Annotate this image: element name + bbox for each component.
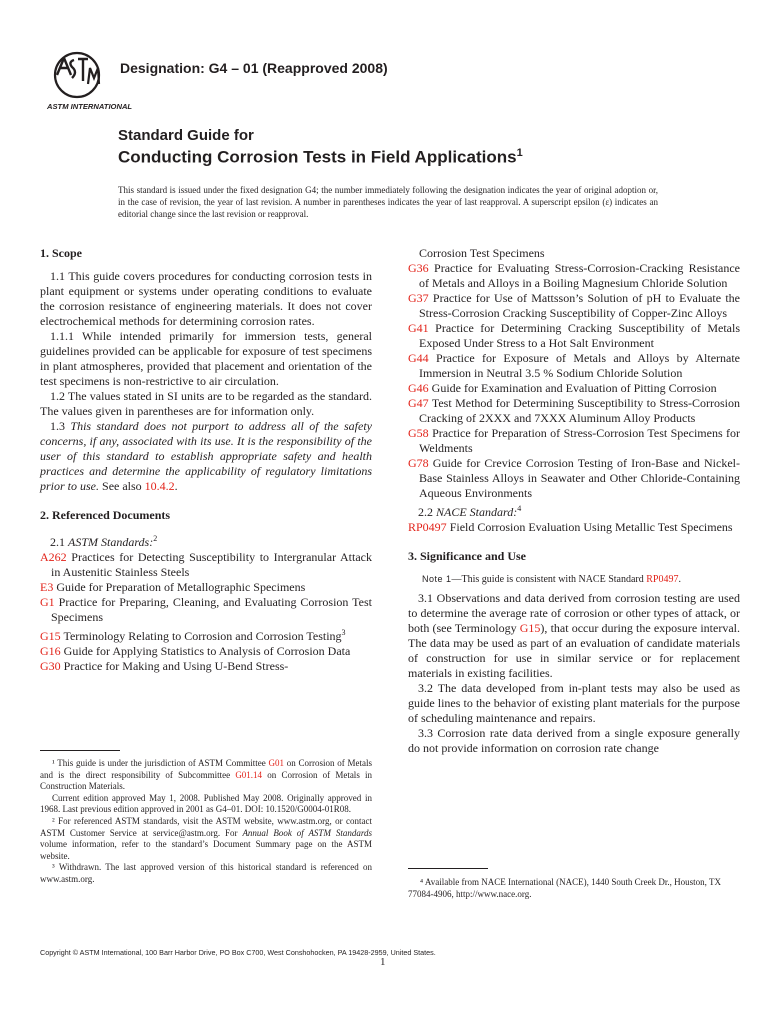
reference-footnote-mark: 3: [341, 628, 346, 637]
nace-reference-list: [408, 520, 740, 535]
nace-standard-label: 2.2 NACE Standard:$^4$: [418, 504, 522, 519]
reference-code-link[interactable]: G44: [408, 351, 429, 365]
astm-reference-list-continued: [408, 261, 740, 501]
rp0497-link[interactable]: RP0497: [646, 574, 679, 585]
footnotes: [40, 758, 372, 886]
reference-item: [408, 351, 740, 381]
reference-item: [408, 396, 740, 426]
footnote-4: ⁴ Available from NACE International (NACE), 1440 South Creek Dr., Houston, TX 77084-4906, http://www.nace.org.: [408, 877, 722, 899]
reference-title: Practices for Detecting Susceptibility to Intergranular Attack in Austenitic Stainless Steels: [51, 550, 373, 579]
significance-3-3: 3.3 Corrosion rate data derived from a single exposure generally do not provide information on corrosion rate change: [408, 726, 740, 755]
reference-title: Practice for Use of Mattsson’s Solution of pH to Evaluate the Stress-Corrosion Cracking Susceptibility of Copper-Zinc Alloys: [419, 291, 741, 320]
g01-link[interactable]: G01: [268, 758, 284, 768]
scope-1-1: 1.1 This guide covers procedures for conducting corrosion tests in plant equipment or systems under operating conditions to evaluate the corrosion resistance of engineering materials. It does not cover electrochemical methods for determining corrosion rates.: [40, 269, 372, 328]
reference-item: [40, 595, 372, 625]
copyright: Copyright © ASTM International, 100 Barr Harbor Drive, PO Box C700, West Conshohocken, PA 19428-2959, United States.: [40, 948, 436, 957]
reference-code-link[interactable]: G36: [408, 261, 429, 275]
reference-item: [40, 625, 372, 644]
significance-3-2: 3.2 The data developed from in-plant tests may also be used as guide lines to the behavior of existing plant materials for the purpose of scheduling maintenance and repairs.: [408, 681, 740, 725]
reference-item: [408, 456, 740, 501]
reference-code-link[interactable]: E3: [40, 580, 54, 594]
reference-item: [408, 261, 740, 291]
reference-code-link[interactable]: G47: [408, 396, 429, 410]
reference-item: [40, 644, 372, 659]
reference-title: Guide for Applying Statistics to Analysis of Corrosion Data: [63, 644, 351, 658]
reference-code-link[interactable]: G58: [408, 426, 429, 440]
scope-1-3: 1.3 This standard does not purport to address all of the safety concerns, if any, associated with its use. It is the responsibility of the user of this standard to establish appropriate safety and health practices and determine the applicability of regulatory limitations prior to use. See also 10.4.2.: [40, 419, 372, 493]
reference-code-link[interactable]: G46: [408, 381, 429, 395]
scope-1-2: 1.2 The values stated in SI units are to be regarded as the standard. The values given in parentheses are for information only.: [40, 389, 372, 418]
footnote-2: ² For referenced ASTM standards, visit the ASTM website, www.astm.org, or contact ASTM Customer Service at service@astm.org. For Annual Book of ASTM Standards volume information, refer to the standard’s Document Summary page on the ASTM website.: [40, 815, 372, 861]
reference-item: [408, 426, 740, 456]
note-1: Note 1—This guide is consistent with NACE Standard RP0497.: [422, 574, 681, 585]
reference-item: [408, 381, 740, 396]
section-link-10-4-2[interactable]: 10.4.2: [144, 479, 175, 493]
left-column: [40, 246, 372, 674]
footnote-3: ³ Withdrawn. The last approved version of this historical standard is referenced on www.astm.org.: [40, 862, 372, 884]
reference-title: Test Method for Determining Susceptibility to Stress-Corrosion Cracking of 2XXX and 7XXX Aluminum Alloy Products: [419, 396, 740, 425]
g01-14-link[interactable]: G01.14: [235, 769, 263, 780]
reference-title: Terminology Relating to Corrosion and Corrosion Testing: [63, 629, 342, 643]
reference-item: [408, 321, 740, 351]
safety-statement: This standard does not purport to address all of the safety concerns, if any, associated with its use. It is the responsibility of the user of this standard to establish appropriate safety and health practices and determine the applicability of regulatory limitations prior to use.: [40, 419, 372, 493]
astm-reference-list: [40, 550, 372, 674]
scope-heading: 1. Scope: [40, 246, 82, 260]
reference-item: [40, 659, 372, 674]
reference-title: Guide for Crevice Corrosion Testing of Iron-Base and Nickel-Base Stainless Alloys in Seawater and Other Chloride-Containing Aqueous Environments: [419, 456, 740, 500]
scope-1-1-1: 1.1.1 While intended primarily for immersion tests, general guidelines provided can be applicable for exposure of test specimens in plant atmospheres, provided that placement and orientation of the test specimens is non-restrictive to air circulation.: [40, 329, 372, 388]
title-text: Conducting Corrosion Tests in Field Applications: [118, 147, 517, 167]
page-number: 1: [380, 956, 386, 968]
reference-code-link[interactable]: G41: [408, 321, 429, 335]
designation: Designation: G4 – 01 (Reapproved 2008): [120, 60, 388, 76]
footnote-divider: [40, 750, 120, 751]
reference-code-link[interactable]: G30: [40, 659, 61, 673]
title-line-2: [118, 147, 523, 168]
reference-title: Field Corrosion Evaluation Using Metallic Test Specimens: [449, 520, 733, 534]
reference-title: Practice for Exposure of Metals and Alloys by Alternate Immersion in Neutral 3.5 % Sodium Chloride Solution: [419, 351, 740, 380]
reference-title: Practice for Preparing, Cleaning, and Evaluating Corrosion Test Specimens: [51, 595, 373, 624]
reference-item: [40, 550, 372, 580]
reference-title: Practice for Determining Cracking Susceptibility of Metals Exposed Under Stress to a Hot Salt Environment: [419, 321, 740, 350]
reference-title: Practice for Evaluating Stress-Corrosion-Cracking Resistance of Metals and Alloys in a Boiling Magnesium Chloride Solution: [419, 261, 741, 290]
title-line-1: Standard Guide for: [118, 127, 254, 144]
reference-code-link[interactable]: G78: [408, 456, 429, 470]
astm-standards-label: 2.1 ASTM Standards:$^2$: [50, 534, 158, 549]
reference-title: Guide for Examination and Evaluation of Pitting Corrosion: [431, 381, 717, 395]
refdocs-heading: 2. Referenced Documents: [40, 508, 171, 522]
significance-heading: 3. Significance and Use: [408, 549, 527, 563]
footnote-1: ¹ This guide is under the jurisdiction of ASTM Committee G01 on Corrosion of Metals and is the direct responsibility of Subcommittee G01.14 on Corrosion of Metals in Construction Materials.: [40, 758, 373, 792]
reference-code-link[interactable]: RP0497: [408, 520, 447, 534]
issuance-note: This standard is issued under the fixed designation G4; the number immediately following the designation indicates the year of original adoption or, in the case of revision, the year of last revision. A number in parentheses indicates the year of last reapproval. A superscript epsilon (ε) indicates an editorial change since the last revision or reapproval.: [118, 185, 658, 219]
g15-link[interactable]: G15: [519, 621, 541, 635]
reference-item: [40, 580, 372, 595]
svg-text:ASTM INTERNATIONAL: ASTM INTERNATIONAL: [47, 102, 133, 111]
g30-continuation: Corrosion Test Specimens: [419, 246, 545, 260]
reference-title: Guide for Preparation of Metallographic Specimens: [56, 580, 306, 594]
right-column: [408, 246, 740, 756]
reference-code-link[interactable]: G16: [40, 644, 61, 658]
footnote-divider-right: [408, 868, 488, 869]
reference-code-link[interactable]: G1: [40, 595, 55, 609]
reference-code-link[interactable]: G15: [40, 629, 61, 643]
reference-code-link[interactable]: A262: [40, 550, 67, 564]
reference-item: [408, 520, 740, 535]
significance-3-1: 3.1 Observations and data derived from corrosion testing are used to determine the average rate of corrosion or other types of attack, or both (see Terminology G15), that occur during the exposure interval. The data may be used as part of an evaluation of candidate materials of construction for use in similar service or for replacement materials in existing facilities.: [408, 591, 740, 680]
reference-code-link[interactable]: G37: [408, 291, 429, 305]
footnote-1-edition: Current edition approved May 1, 2008. Published May 2008. Originally approved in 1968. Last previous edition approved in 2001 as G4–01. DOI: 10.1520/G0004-01R08.: [40, 792, 372, 815]
title-footnote-mark: 1: [516, 147, 523, 159]
reference-title: Practice for Preparation of Stress-Corrosion Test Specimens for Weldments: [419, 426, 740, 455]
reference-item: [408, 291, 740, 321]
astm-logo: [44, 48, 133, 114]
reference-title: Practice for Making and Using U-Bend Stress-: [63, 659, 289, 673]
